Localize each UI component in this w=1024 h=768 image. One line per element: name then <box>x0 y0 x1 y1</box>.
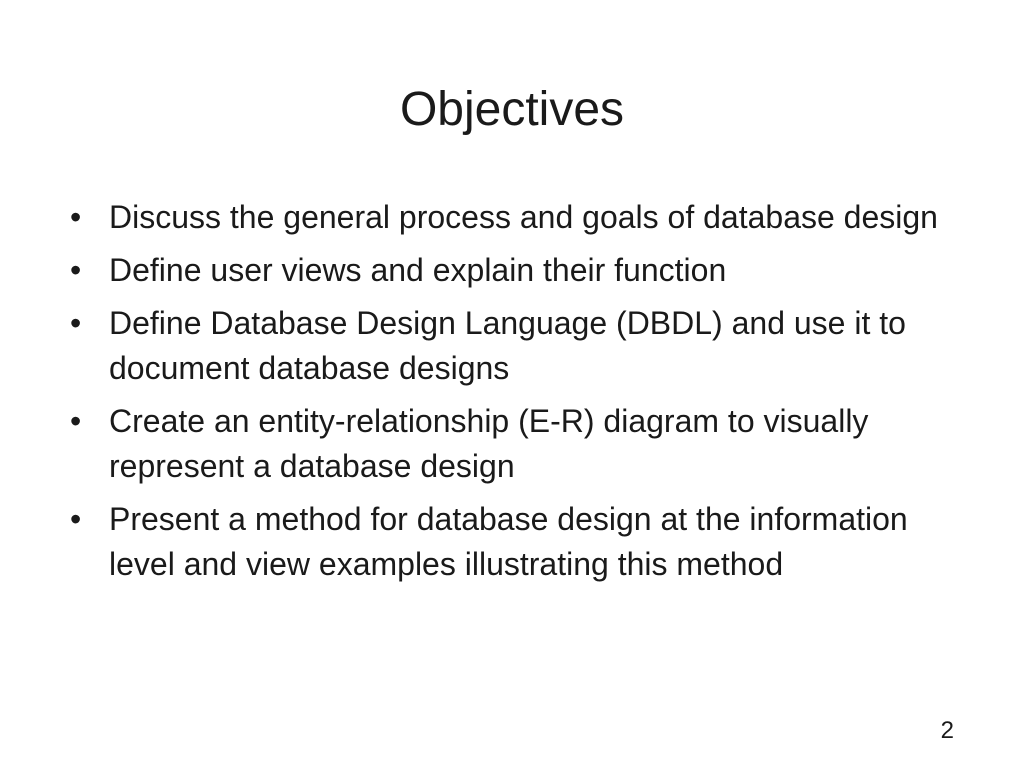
bullet-text: Define user views and explain their function <box>109 252 727 288</box>
bullet-item <box>68 301 968 391</box>
bullet-icon: • <box>70 403 82 439</box>
bullet-text: Define Database Design Language (DBDL) and use it to document database designs <box>109 305 906 386</box>
bullet-item <box>68 399 968 489</box>
bullet-item <box>68 195 968 240</box>
bullet-icon: • <box>70 252 82 288</box>
bullet-item <box>68 248 968 293</box>
page-number: 2 <box>940 717 954 744</box>
bullet-item <box>68 497 968 587</box>
bullet-text: Present a method for database design at the information level and view examples illustrating this method <box>109 501 908 582</box>
bullet-icon: • <box>70 501 82 537</box>
bullet-list <box>68 195 968 595</box>
bullet-text: Create an entity-relationship (E-R) diagram to visually represent a database design <box>109 403 869 484</box>
bullet-text: Discuss the general process and goals of database design <box>109 199 938 235</box>
bullet-icon: • <box>70 199 82 235</box>
bullet-icon: • <box>70 305 82 341</box>
slide-title: Objectives <box>399 83 625 136</box>
